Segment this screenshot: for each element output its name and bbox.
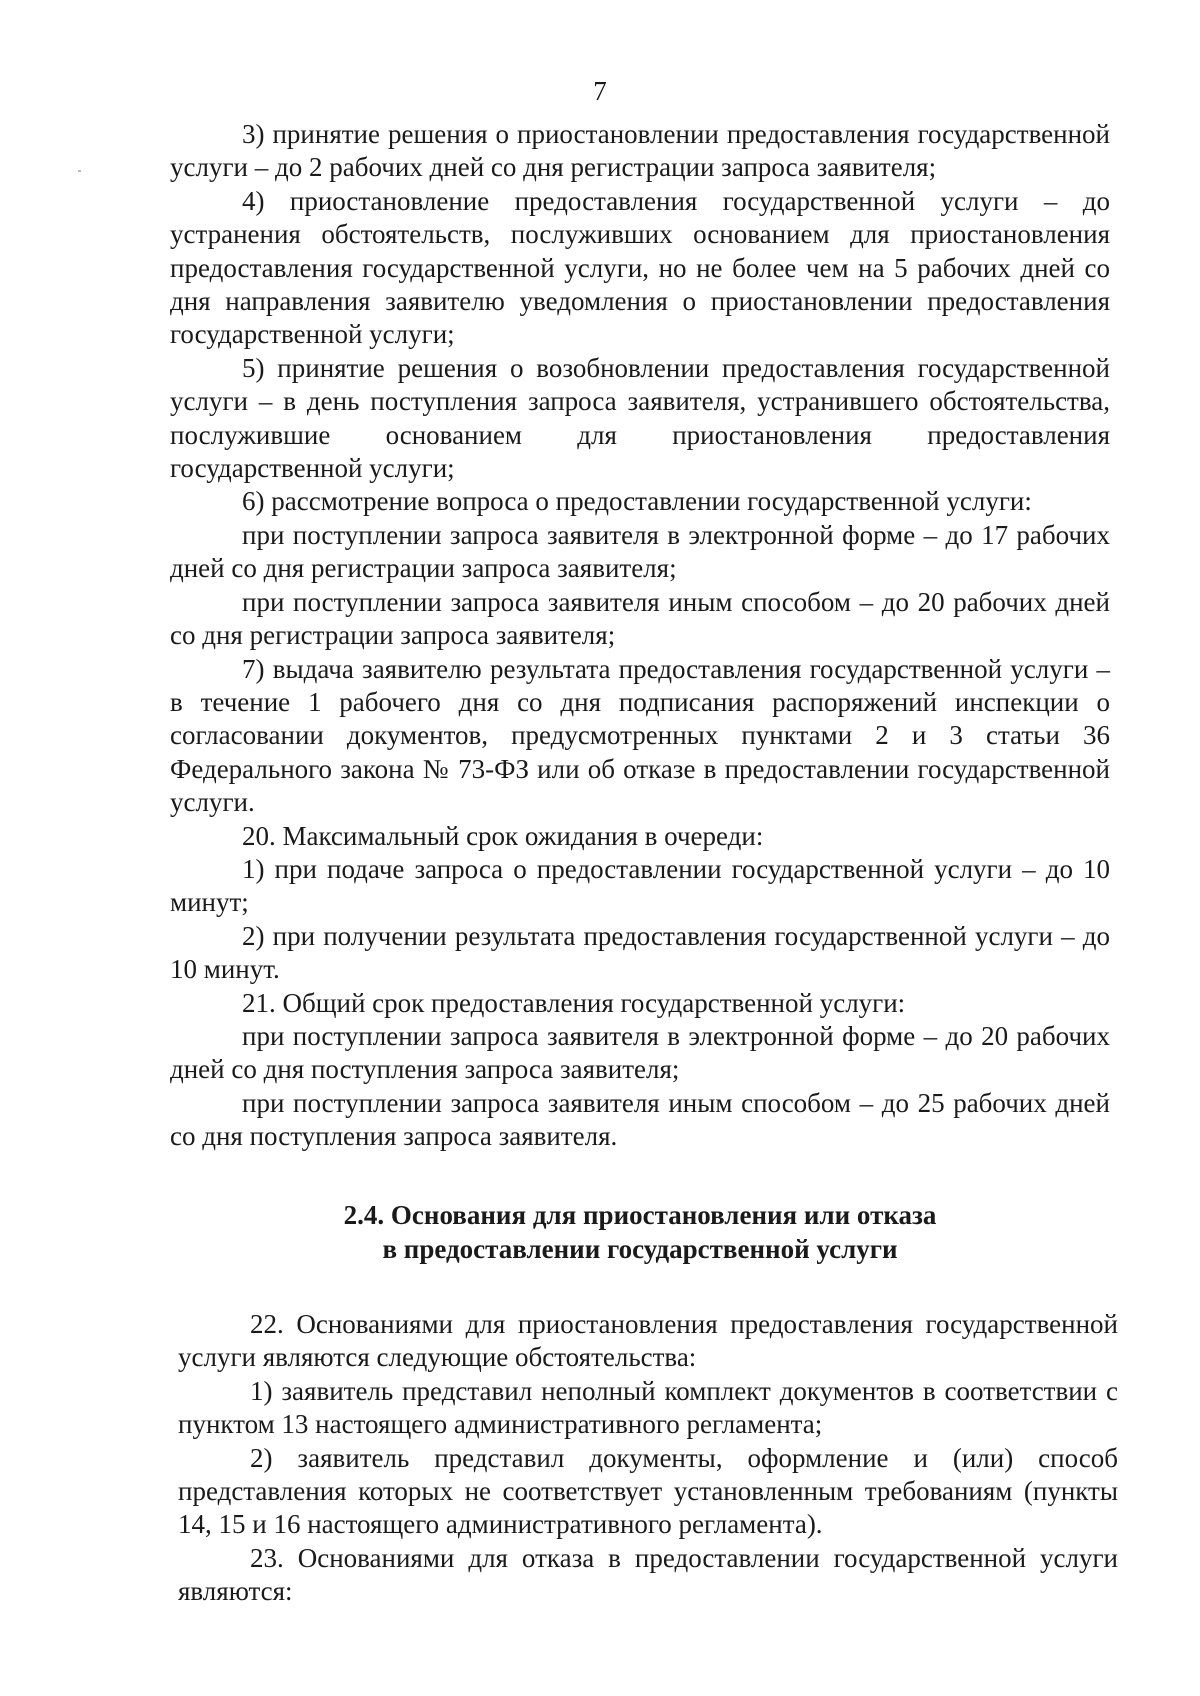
paragraph: при поступлении запроса заявителя в электронной форме – до 20 рабочих дней со дня поступления запроса заявителя;	[170, 1020, 1110, 1085]
body-text-top	[170, 118, 1110, 1154]
section-heading-line2: в предоставлении государственной услуги	[382, 1234, 898, 1264]
paragraph: 1) заявитель представил неполный комплект документов в соответствии с пунктом 13 настоящего административного регламента;	[178, 1375, 1118, 1440]
paragraph: 23. Основаниями для отказа в предоставлении государственной услуги являются:	[178, 1542, 1118, 1607]
paragraph: 21. Общий срок предоставления государственной услуги:	[242, 987, 906, 1018]
paragraph: 4) приостановление предоставления государственной услуги – до устранения обстоятельств, послуживших основанием для приостановления предоставления государственной услуги, но не более чем на 5 рабочих дней со дня направления заявителю уведомления о приостановлении предоставления государственной услуги;	[170, 185, 1110, 350]
paragraph: при поступлении запроса заявителя иным способом – до 25 рабочих дней со дня поступления запроса заявителя.	[170, 1087, 1110, 1152]
paragraph: 5) принятие решения о возобновлении предоставления государственной услуги – в день поступления запроса заявителя, устранившего обстоятельства, послужившие основанием для приостановления предоставления государственной услуги;	[170, 352, 1110, 484]
paragraph: при поступлении запроса заявителя в электронной форме – до 17 рабочих дней со дня регистрации запроса заявителя;	[170, 519, 1110, 584]
paragraph: 20. Максимальный срок ожидания в очереди:	[242, 820, 764, 851]
paragraph: 2) заявитель представил документы, оформление и (или) способ представления которых не соответствует установленным требованиям (пункты 14, 15 и 16 настоящего административного регламента).	[178, 1442, 1118, 1540]
paragraph: 7) выдача заявителю результата предоставления государственной услуги – в течение 1 рабочего дня со дня подписания распоряжений инспекции о согласовании документов, предусмотренных пунктами 2 и 3 статьи 36 Федерального закона № 73-ФЗ или об отказе в предоставлении государственной услуги.	[170, 653, 1110, 818]
paragraph: 2) при получении результата предоставления государственной услуги – до 10 минут.	[170, 920, 1110, 985]
margin-mark	[78, 170, 81, 172]
paragraph: 3) принятие решения о приостановлении предоставления государственной услуги – до 2 рабочих дней со дня регистрации запроса заявителя;	[170, 119, 1110, 183]
body-text-bottom	[178, 1308, 1118, 1609]
section-heading-line1: 2.4. Основания для приостановления или отказа	[343, 1200, 937, 1230]
section-heading	[170, 1198, 1110, 1266]
paragraph: 1) при подаче запроса о предоставлении государственной услуги – до 10 минут;	[170, 853, 1110, 918]
paragraph: 22. Основаниями для приостановления предоставления государственной услуги являются следующие обстоятельства:	[178, 1309, 1118, 1373]
page-number: 7	[593, 76, 607, 106]
paragraph: при поступлении запроса заявителя иным способом – до 20 рабочих дней со дня регистрации запроса заявителя;	[170, 586, 1110, 651]
paragraph: 6) рассмотрение вопроса о предоставлении государственной услуги:	[242, 486, 1032, 517]
